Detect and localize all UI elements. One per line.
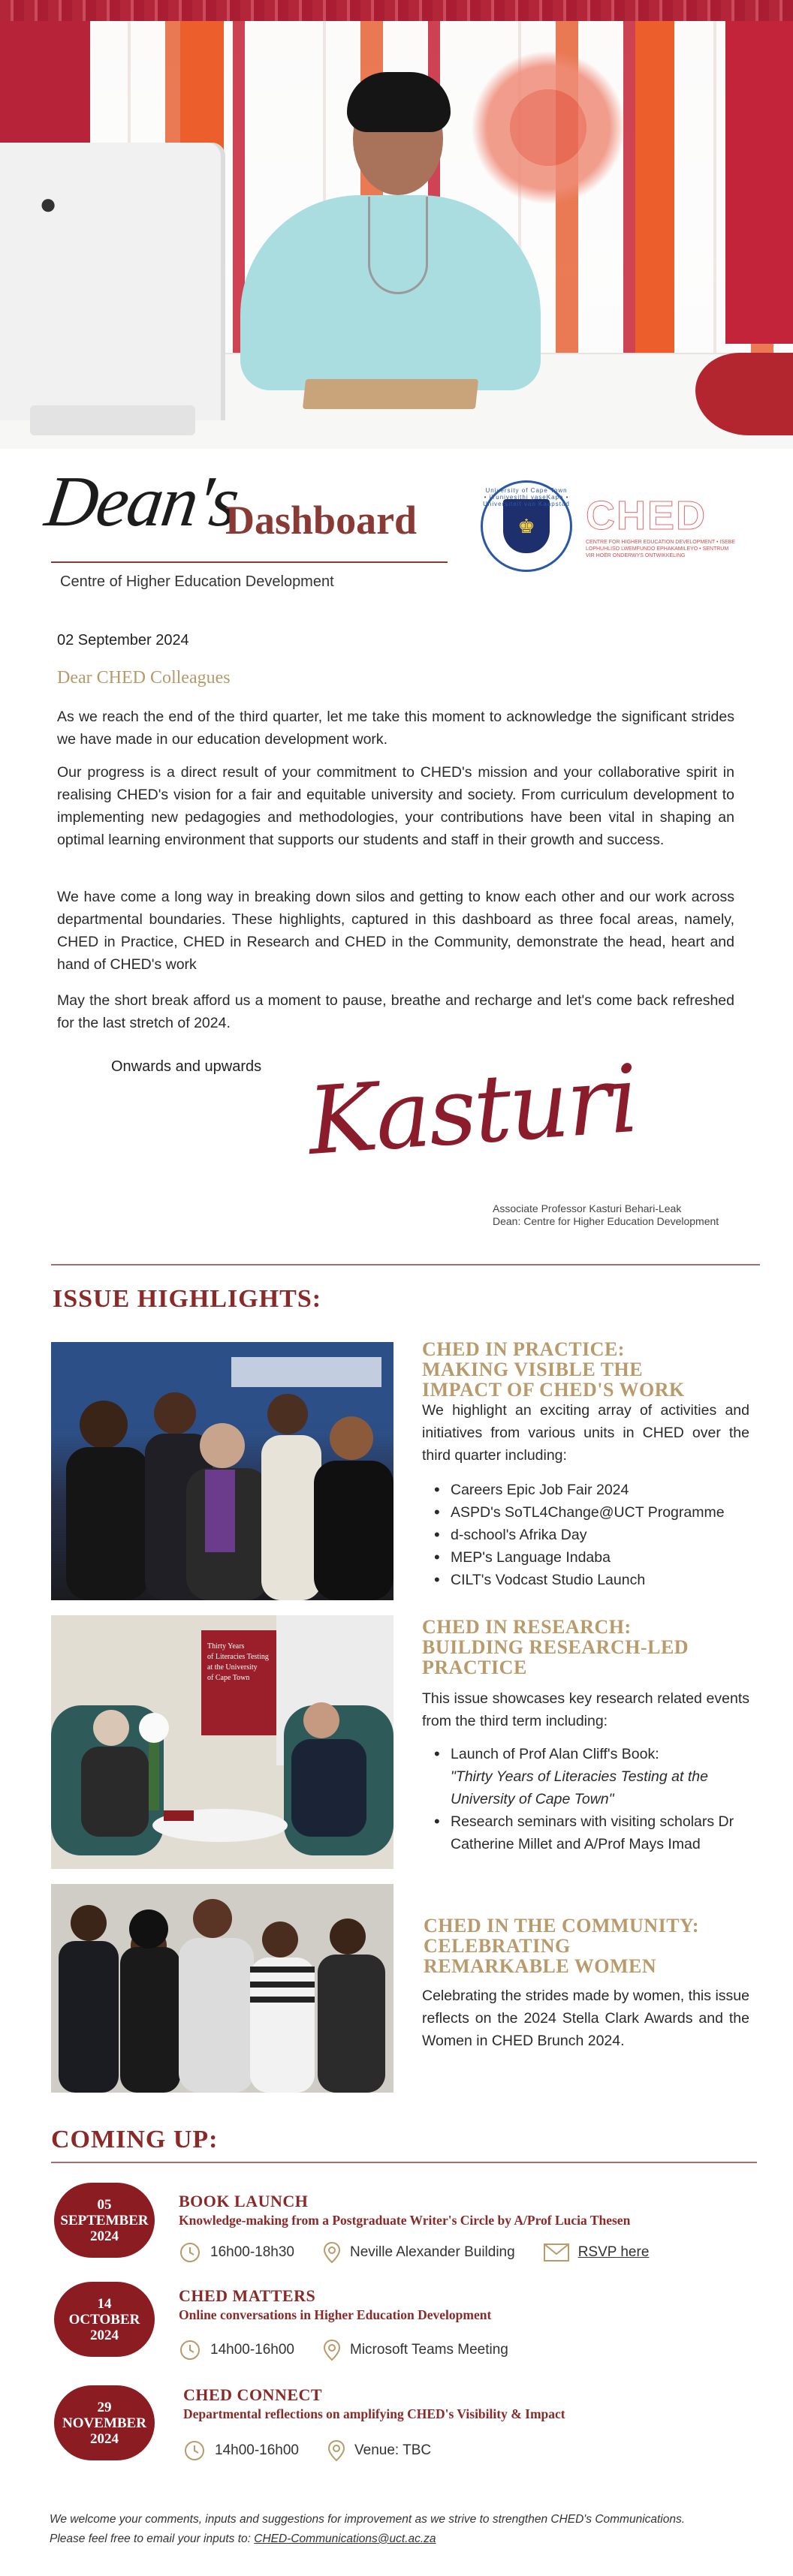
issue-highlights-heading: ISSUE HIGHLIGHTS: xyxy=(53,1285,322,1313)
ched-logo-word: CHED xyxy=(586,493,707,538)
event-day: 29 xyxy=(97,2399,112,2415)
event-year: 2024 xyxy=(90,2228,119,2244)
event-date-badge xyxy=(54,2385,155,2460)
event-month: OCTOBER xyxy=(68,2311,140,2328)
list-item xyxy=(425,1743,755,1810)
hero-photo xyxy=(0,0,793,449)
event-subtitle: Online conversations in Higher Education Development xyxy=(179,2307,492,2322)
event-venue xyxy=(323,2339,508,2361)
event-date-badge xyxy=(54,2282,155,2357)
coming-up-heading: COMING UP: xyxy=(51,2126,219,2153)
practice-photo xyxy=(51,1342,393,1600)
research-title-line: BUILDING RESEARCH-LED xyxy=(422,1636,689,1658)
location-pin-icon xyxy=(327,2439,345,2462)
letter-paragraph: Our progress is a direct result of your commitment to CHED's mission and your collaborative spirit in realising CHED's vision for a fair and equitable university and society. From curriculum development to implementing new pedagogies and methodologies, your contributions have been vital in shaping an optimal learning environment that supports our students and staff in their growth and success. xyxy=(57,764,734,848)
event-time xyxy=(179,2339,294,2361)
community-title-line: CELEBRATING xyxy=(424,1935,571,1957)
event-venue xyxy=(323,2241,515,2264)
apple-logo-icon: ● xyxy=(39,188,58,221)
ched-logo-tagline: CENTRE FOR HIGHER EDUCATION DEVELOPMENT • ISEBE LOPHUHLISO LWEMFUNDO EPHAKAMILEYO • SENTRUM VIR HOËR ONDERWYS ONTWIKKELING xyxy=(586,540,735,558)
envelope-icon xyxy=(544,2243,569,2262)
community-text: Celebrating the strides made by women, this issue reflects on the 2024 Stella Clark Awards and the Women in CHED Brunch 2024. xyxy=(422,1988,749,2049)
event-venue xyxy=(327,2439,431,2462)
community-title-line: CHED IN THE COMMUNITY: xyxy=(424,1915,700,1937)
research-title-line: CHED IN RESEARCH: xyxy=(422,1616,632,1638)
event-venue-text: Neville Alexander Building xyxy=(350,2244,515,2260)
uct-seal-text: University of Cape Town • iYunivesithi yaseKapa • Universiteit van Kaapstad xyxy=(483,487,570,507)
hero-red-panel-right xyxy=(725,21,793,344)
letter-date: 02 September 2024 xyxy=(57,632,189,649)
research-photo xyxy=(51,1615,393,1869)
footer-prefix: Please feel free to email your inputs to: xyxy=(50,2532,255,2545)
clock-icon xyxy=(183,2439,206,2462)
poster-text: at the University xyxy=(207,1663,258,1672)
signatory-name: Associate Professor Kasturi Behari-Leak xyxy=(493,1202,682,1214)
event-meta xyxy=(179,2241,677,2264)
research-intro: This issue showcases key research related events from the third term including: xyxy=(422,1690,749,1729)
event-meta xyxy=(179,2339,537,2361)
event-time xyxy=(183,2439,299,2462)
event-venue-text: Venue: TBC xyxy=(354,2442,432,2458)
section-divider xyxy=(51,2162,757,2163)
footer-line: We welcome your comments, inputs and suggestions for improvement as we strive to strengthen CHED's Communications. xyxy=(50,2513,686,2526)
practice-photo-people xyxy=(51,1342,393,1600)
letter-paragraph: May the short break afford us a moment to pause, breathe and recharge and let's come back refreshed for the last stretch of 2024. xyxy=(57,992,734,1031)
community-title xyxy=(424,1915,699,1976)
dashboard-title: Dashboard xyxy=(225,498,418,543)
poster-text: of Literacies Testing xyxy=(207,1653,269,1661)
event-month: NOVEMBER xyxy=(62,2415,146,2431)
signatory-block xyxy=(493,1202,719,1228)
letter-paragraph: As we reach the end of the third quarter, let me take this moment to acknowledge the significant strides we have made in our education development work. xyxy=(57,709,734,748)
footer xyxy=(50,2510,755,2549)
practice-title-line: IMPACT OF CHED'S WORK xyxy=(422,1379,685,1401)
list-item: • Research seminars with visiting scholars Dr Catherine Millet and A/Prof Mays Imad xyxy=(425,1810,755,1855)
hero-computer-monitor xyxy=(0,143,225,420)
event-time xyxy=(179,2241,294,2264)
hero-monitor-stand xyxy=(30,405,195,435)
research-photo-scene xyxy=(51,1615,393,1869)
hero-fabric-border xyxy=(0,0,793,21)
event-title: CHED MATTERS xyxy=(179,2286,316,2305)
event-title: BOOK LAUNCH xyxy=(179,2192,309,2210)
list-item: • Careers Epic Job Fair 2024 xyxy=(425,1479,755,1501)
event-year: 2024 xyxy=(90,2327,119,2343)
practice-title xyxy=(422,1339,685,1400)
event-date-badge xyxy=(54,2183,155,2258)
masthead-divider xyxy=(51,561,448,563)
hero-necklace xyxy=(368,197,428,294)
letter-paragraph: We have come a long way in breaking down silos and getting to know each other and our work across departmental boundaries. These highlights, captured in this dashboard as three focal areas, namely, CHED in Practice, CHED in Research and CHED in the Community, demonstrate the head, heart and hand of CHED's work xyxy=(57,889,734,973)
letter-closing: Onwards and upwards xyxy=(111,1058,262,1075)
hero-person-hair xyxy=(347,72,451,132)
practice-intro: We highlight an exciting array of activities and initiatives from various units in CHED over the third quarter including: xyxy=(422,1402,749,1464)
event-subtitle: Departmental reflections on amplifying CHED's Visibility & Impact xyxy=(183,2406,565,2421)
event-rsvp[interactable] xyxy=(544,2243,650,2262)
list-item: • MEP's Language Indaba xyxy=(425,1546,755,1569)
practice-title-line: MAKING VISIBLE THE xyxy=(422,1359,644,1380)
event-time-text: 14h00-16h00 xyxy=(210,2342,294,2358)
hero-coral-pattern xyxy=(466,30,631,225)
community-photo xyxy=(51,1884,393,2093)
practice-list xyxy=(425,1479,755,1591)
dean-signature: Kasturi xyxy=(304,1045,641,1177)
book-title: "Thirty Years of Literacies Testing at the University of Cape Town" xyxy=(451,1768,708,1807)
email-link[interactable]: CHED-Communications@uct.ac.za xyxy=(254,2532,436,2545)
event-meta xyxy=(183,2439,460,2462)
event-venue-text: Microsoft Teams Meeting xyxy=(350,2342,508,2358)
uct-shield-icon: ♚ xyxy=(503,499,550,553)
event-time-text: 14h00-16h00 xyxy=(215,2442,299,2458)
event-subtitle: Knowledge-making from a Postgraduate Writer's Circle by A/Prof Lucia Thesen xyxy=(179,2213,631,2228)
list-item-text: Launch of Prof Alan Cliff's Book: xyxy=(451,1746,659,1762)
clock-icon xyxy=(179,2339,201,2361)
event-month: SEPTEMBER xyxy=(60,2212,149,2228)
community-title-line: REMARKABLE WOMEN xyxy=(424,1955,657,1977)
location-pin-icon xyxy=(323,2241,341,2264)
event-title: CHED CONNECT xyxy=(183,2385,323,2404)
practice-title-line: CHED IN PRACTICE: xyxy=(422,1338,625,1360)
research-title xyxy=(422,1617,689,1678)
footer-line xyxy=(50,2529,755,2549)
letter-salutation: Dear CHED Colleagues xyxy=(57,668,231,688)
research-list xyxy=(425,1743,755,1855)
signatory-title: Dean: Centre for Higher Education Development xyxy=(493,1215,719,1227)
event-time-text: 16h00-18h30 xyxy=(210,2244,294,2260)
clock-icon xyxy=(179,2241,201,2264)
hero-orange-stripe xyxy=(635,21,674,381)
event-day: 05 xyxy=(97,2196,112,2213)
uct-seal-logo xyxy=(481,480,572,572)
rsvp-link[interactable]: RSVP here xyxy=(577,2244,650,2260)
deans-script-title: Dean's xyxy=(41,461,243,541)
section-divider xyxy=(51,1264,760,1265)
list-item: • CILT's Vodcast Studio Launch xyxy=(425,1569,755,1591)
ched-logo xyxy=(586,492,743,567)
event-day: 14 xyxy=(97,2295,112,2312)
list-item: • d-school's Afrika Day xyxy=(425,1524,755,1546)
event-year: 2024 xyxy=(90,2430,119,2447)
location-pin-icon xyxy=(323,2339,341,2361)
community-photo-people xyxy=(51,1884,393,2093)
list-item: • ASPD's SoTL4Change@UCT Programme xyxy=(425,1501,755,1524)
poster-text: of Cape Town xyxy=(207,1674,250,1682)
masthead-subtitle: Centre of Higher Education Development xyxy=(60,573,334,590)
hero-notebook xyxy=(303,379,478,409)
research-title-line: PRACTICE xyxy=(422,1657,527,1678)
poster-text: Thirty Years xyxy=(207,1642,245,1651)
